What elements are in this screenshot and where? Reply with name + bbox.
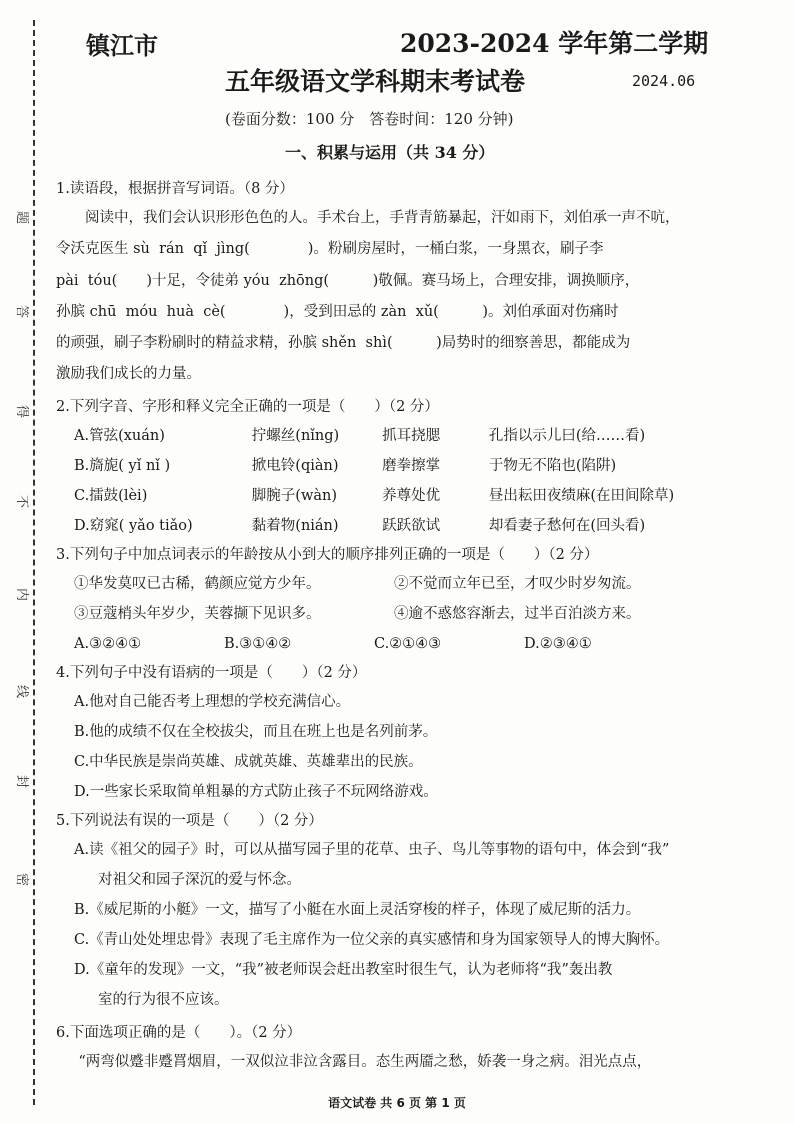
choice-b: B.他的成绩不仅在全校拔尖，而且在班上也是名列前茅。: [74, 723, 438, 740]
city-name: 镇江市: [86, 31, 158, 60]
question-content: [56, 175, 716, 1077]
option-row: [74, 451, 716, 481]
choice-c: C.《青山处处埋忠骨》表现了毛主席作为一位父亲的真实感情和身为国家领导人的博大胸怀。: [74, 931, 670, 948]
sentence: ④逾不惑悠容渐去，过半百泊淡方来。: [394, 605, 641, 622]
choice-a: A.他对自己能否考上理想的学校充满信心。: [74, 693, 351, 710]
option-cell: 跃跃欲试: [382, 517, 441, 534]
option-cell: B.旖旎( yǐ nǐ ): [74, 457, 171, 474]
option-cell: 抓耳挠腮: [382, 427, 441, 444]
choice-d: D.②③④①: [524, 635, 592, 652]
choice-c: C.中华民族是崇尚英雄、成就英雄、英雄辈出的民族。: [74, 753, 423, 770]
choice-d: D.一些家长采取简单粗暴的方式防止孩子不玩网络游戏。: [74, 783, 438, 800]
question-6-title: 6.下面选项正确的是（ ）。（2 分）: [56, 1024, 302, 1041]
exam-title: 五年级语文学科期末考试卷: [225, 67, 526, 96]
choice-d: D.《童年的发现》一文，“我”被老师误会赶出教室时很生气，认为老师将“我”轰出教: [74, 961, 613, 978]
passage-line: pài tóu( )十足，令徒弟 yóu zhōng( )敬佩。赛马场上，合理安排，调换顺序，: [56, 272, 640, 289]
section-heading: 一、积累与运用（共 34 分）: [285, 143, 495, 162]
option-cell: 养尊处优: [382, 487, 441, 504]
question-1-passage: [56, 203, 716, 391]
sentence: ①华发莫叹已古稀，鹤颜应觉方少年。: [74, 575, 321, 592]
exam-meta: (卷面分数：100 分 答卷时间：120 分钟): [225, 110, 514, 128]
option-cell: 脚腕子(wàn): [251, 487, 337, 504]
option-cell: 孔指以示儿曰(给……看): [488, 427, 646, 444]
option-cell: 却看妻子愁何在(回头看): [488, 517, 646, 534]
question-4-title: 4.下列句子中没有语病的一项是（ ）（2 分）: [56, 664, 367, 681]
margin-seal-char: 线: [14, 684, 30, 699]
page-footer: 语文试卷 共 6 页 第 1 页: [328, 1096, 466, 1110]
passage-line: 阅读中，我们会认识形形色色的人。手术台上，手背青筋暴起，汗如雨下，刘伯承一声不吭，: [85, 210, 680, 226]
margin-seal-char: 题: [14, 210, 30, 225]
choice-a: A.③②④①: [74, 635, 142, 652]
question-2-title: 2.下列字音、字形和释义完全正确的一项是（ ）（2 分）: [56, 398, 439, 415]
option-cell: D.窈窕( yǎo tiǎo): [74, 517, 193, 534]
choice-a: A.读《祖父的园子》时，可以从描写园子里的花草、虫子、鸟儿等事物的语句中，体会到“我”: [74, 841, 670, 858]
option-cell: 掀电铃(qiàn): [251, 457, 339, 474]
option-cell: 黏着物(nián): [251, 517, 339, 534]
binding-dashed-line: [33, 20, 35, 1105]
margin-seal-char: 密: [14, 872, 30, 887]
question-6-quote: “两弯似蹙非蹙罥烟眉，一双似泣非泣含露目。态生两靥之愁，娇袭一身之病。泪光点点，: [78, 1053, 652, 1070]
option-cell: 磨拳擦掌: [382, 457, 441, 474]
choice-row: [74, 629, 716, 659]
option-cell: 拧螺丝(nǐng): [251, 427, 340, 444]
choice-b: B.③①④②: [224, 635, 292, 652]
passage-line: 的顽强，刷子李粉刷时的精益求精，孙膑 shěn shì( )局势时的细察善思，都能成为: [56, 335, 631, 352]
passage-line: 孙膑 chū móu huà cè( )，受到田忌的 zàn xǔ( )。刘伯承面对伤痛时: [56, 303, 619, 320]
choice-c: C.②①④③: [374, 635, 442, 652]
margin-seal-char: 不: [14, 494, 30, 509]
question-1-title: 1.读语段，根据拼音写词语。（8 分）: [56, 181, 294, 197]
sentence: ②不觉而立年已至，才叹少时岁匆流。: [394, 575, 641, 592]
option-cell: A.管弦(xuán): [74, 427, 165, 444]
question-3-title: 3.下列句子中加点词表示的年龄按从小到大的顺序排列正确的一项是（ ）（2 分）: [56, 546, 599, 563]
passage-line: 令沃克医生 sù rán qǐ jìng( )。粉刷房屋时，一桶白浆，一身黑衣，刷子李: [56, 241, 604, 258]
option-cell: C.擂鼓(lèi): [74, 487, 148, 504]
exam-date: 2024.06: [632, 72, 696, 90]
sentence-row: [74, 599, 716, 629]
option-cell: 昼出耘田夜绩麻(在田间除草): [488, 487, 675, 504]
margin-seal-char: 内: [14, 587, 30, 602]
option-row: [74, 421, 716, 451]
margin-seal-char: 封: [14, 774, 30, 789]
choice-a-continued: 对祖父和园子深沉的爱与怀念。: [98, 871, 301, 888]
sentence-row: [74, 569, 716, 599]
margin-seal-char: 得: [14, 404, 30, 419]
question-5-title: 5.下列说法有误的一项是（ ）（2 分）: [56, 812, 323, 829]
sentence: ③豆蔻梢头年岁少，芙蓉撷下见识多。: [74, 605, 321, 622]
passage-line: 激励我们成长的力量。: [56, 366, 201, 383]
school-term: 2023-2024 学年第二学期: [400, 29, 709, 58]
option-row: [74, 511, 716, 541]
choice-b: B.《威尼斯的小艇》一文，描写了小艇在水面上灵活穿梭的样子，体现了威尼斯的活力。: [74, 901, 641, 918]
choice-d-continued: 室的行为很不应该。: [98, 991, 229, 1008]
option-cell: 于物无不陷也(陷阱): [488, 457, 617, 474]
option-row: [74, 481, 716, 511]
margin-seal-char: 答: [14, 304, 30, 319]
